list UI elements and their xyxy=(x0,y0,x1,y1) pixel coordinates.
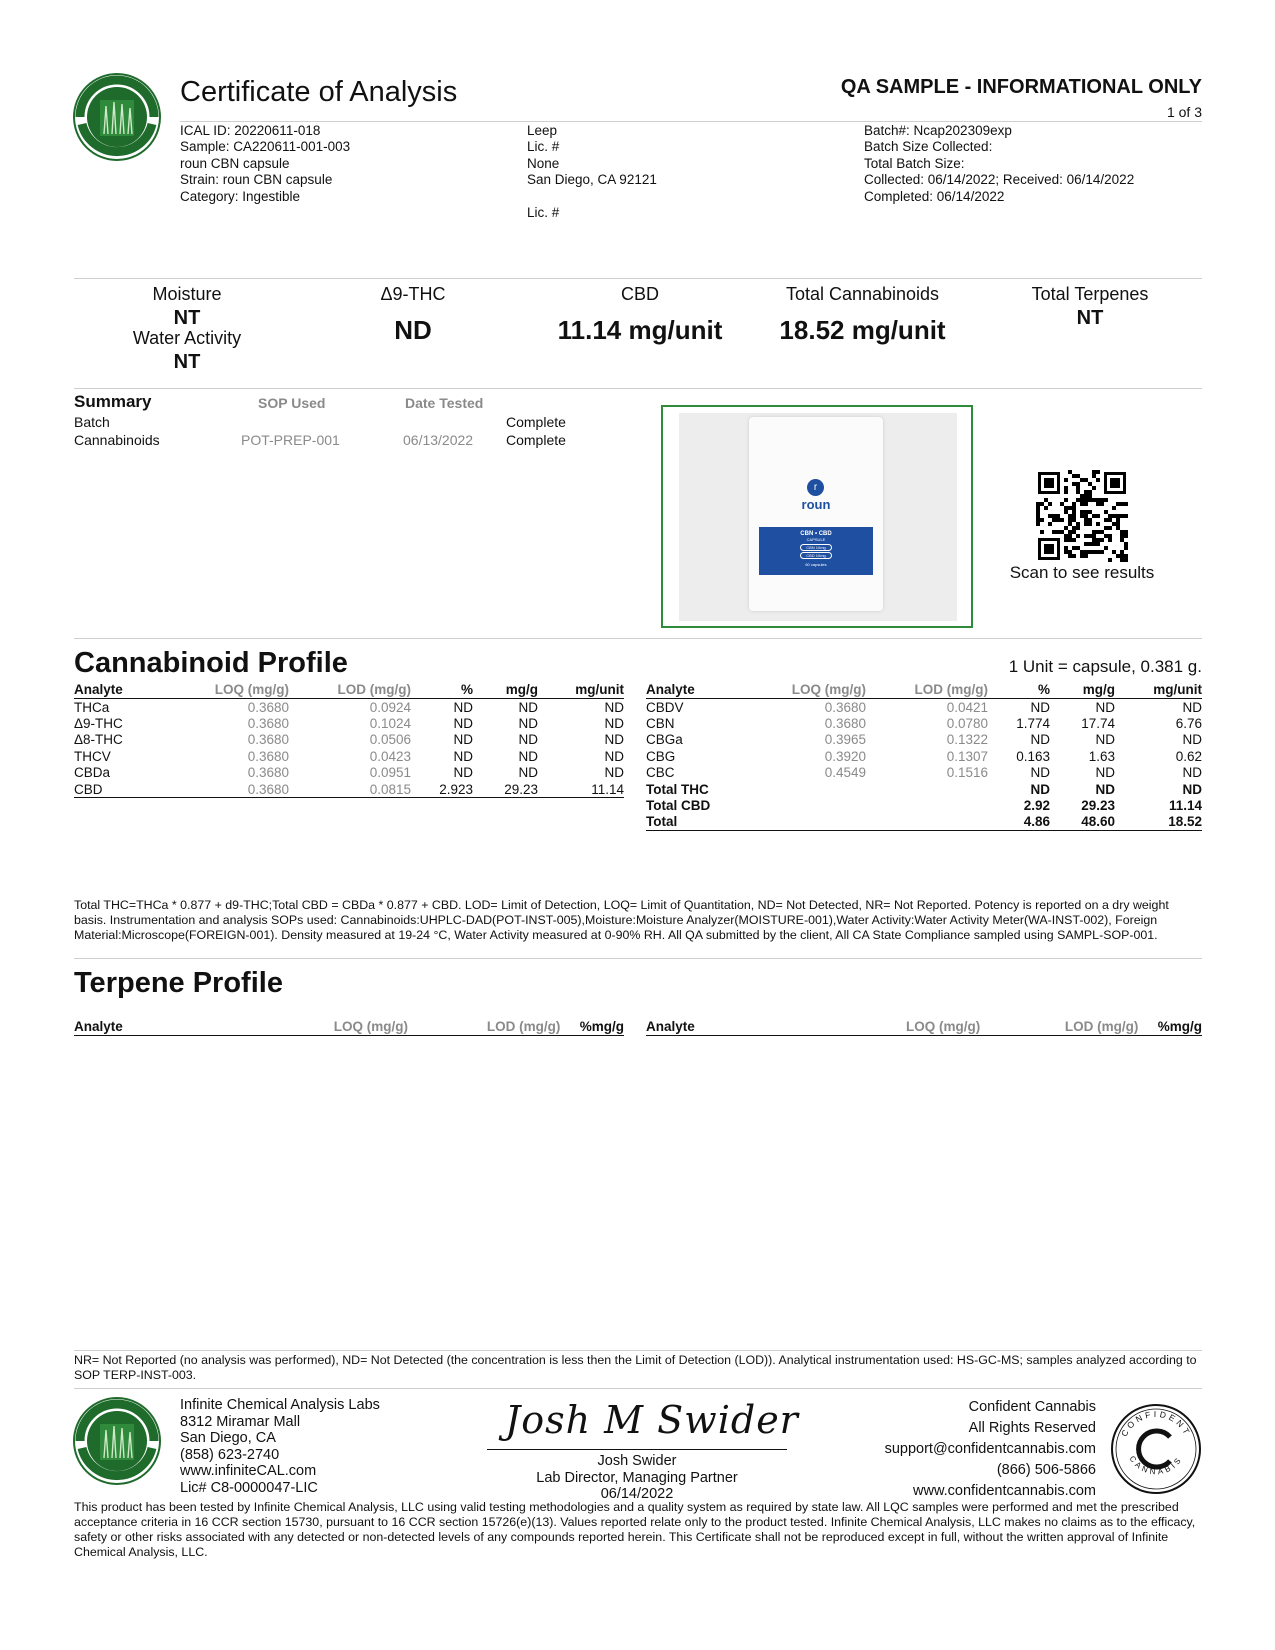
cc-seal-top-text: CONFIDENT xyxy=(1118,1408,1194,1439)
cc-seal-bottom-text: CANNABIS xyxy=(1127,1454,1185,1477)
terpene-right-header-3: % xyxy=(1138,1018,1169,1036)
category: Category: Ingestible xyxy=(180,188,301,204)
lab-contact xyxy=(180,1397,380,1496)
metrics-top-divider xyxy=(74,278,1202,279)
cannabinoid-right-cell: 0.1516 xyxy=(946,765,988,781)
cannabinoid-right-cell: 0.3680 xyxy=(824,716,866,732)
summary-col-sop: SOP Used xyxy=(258,395,326,411)
summary-cannabinoids-name: Cannabinoids xyxy=(74,432,160,448)
cannabinoid-left-row xyxy=(74,699,624,716)
metric-total-terpenes xyxy=(1005,284,1175,330)
total-terpenes-label: Total Terpenes xyxy=(1031,284,1149,304)
cannabinoid-total-cell: 18.52 xyxy=(1115,814,1202,831)
cannabinoid-left-cell: 0.0951 xyxy=(369,765,411,781)
lab-city: San Diego, CA xyxy=(180,1430,276,1446)
product-photo xyxy=(679,413,957,621)
cannabinoid-left-cell: THCV xyxy=(74,748,111,764)
cannabinoid-right-cell: ND xyxy=(1182,732,1202,748)
batch-number: Batch#: Ncap202309exp xyxy=(864,123,1012,138)
cannabinoid-left-cell: 0.3680 xyxy=(247,765,289,781)
moisture-label: Moisture xyxy=(152,284,222,304)
cannabinoid-total-cell xyxy=(866,797,988,813)
cannabinoid-total-cell xyxy=(746,814,866,831)
sample-info xyxy=(180,123,350,205)
cannabinoid-right-cell: 17.74 xyxy=(1081,716,1115,732)
cannabinoid-left-cell: ND xyxy=(453,716,473,732)
cannabinoid-total-row xyxy=(646,781,1202,797)
cannabinoid-left-cell: ND xyxy=(604,765,624,781)
lab-logo-footer xyxy=(72,1396,162,1486)
cannabinoid-right-cell: 0.1322 xyxy=(946,732,988,748)
lab-logo xyxy=(72,72,162,162)
terpene-right-header-2: LOD (mg/g) xyxy=(980,1018,1138,1036)
page-number: 1 of 3 xyxy=(1166,104,1202,120)
cannabinoid-left-row xyxy=(74,765,624,781)
cannabinoid-footnote: Total THC=THCa * 0.877 + d9-THC;Total CBD = CBDa * 0.877 + CBD. LOD= Limit of Detection, LOQ= Limit of Quantitation, ND= Not Detected, NR= Not Reported. Potency is reported on a dry weight basis. Instrumentation and analysis SOPs used: Cannabinoids:UHPLC-DAD(POT-INST-005),Moisture:Moisture Analyzer(MOISTURE-001),Water Activity:Water Activity Meter(WA-INST-002), Foreign Material:Microscope(FOREIGN-001). Density measured at 19-24 °C, Water Activity measured at 0-90% RH. All QA submitted by the client, All CA State Compliance sampled using SAMPL-SOP-001. xyxy=(74,898,1169,942)
cannabinoid-right-cell: 0.3680 xyxy=(824,699,866,715)
cannabinoid-left-header-5: mg/unit xyxy=(538,681,624,699)
cannabinoid-right-cell: 1.63 xyxy=(1088,748,1115,764)
total-cannabinoids-value: 18.52 mg/unit xyxy=(779,315,946,345)
cannabinoid-left-row xyxy=(74,781,624,798)
terpene-left-header-3: % xyxy=(560,1018,591,1036)
d9thc-label: Δ9-THC xyxy=(380,284,446,304)
cannabinoid-total-cell xyxy=(746,797,866,813)
cannabinoid-left-cell: 0.3680 xyxy=(247,716,289,732)
cc-phone: (866) 506-5866 xyxy=(996,1462,1096,1478)
cannabinoid-left-cell: ND xyxy=(518,732,538,748)
cannabinoid-left-cell: 0.3680 xyxy=(247,699,289,715)
cannabinoid-right-cell: ND xyxy=(1030,699,1050,715)
cannabinoid-left-cell: Δ9-THC xyxy=(74,716,123,732)
cannabinoid-left-header-4: mg/g xyxy=(473,681,538,699)
signer-title: Lab Director, Managing Partner xyxy=(536,1469,738,1486)
summary-batch-status: Complete xyxy=(506,414,566,430)
client-name: Leep xyxy=(527,123,558,138)
cannabinoid-right-row xyxy=(646,765,1202,781)
cannabinoid-right-cell: 0.4549 xyxy=(824,765,866,781)
signer-name: Josh Swider xyxy=(597,1453,677,1469)
cannabinoid-right-cell: 0.62 xyxy=(1175,748,1202,764)
metric-moisture xyxy=(107,284,267,374)
confident-cannabis-seal xyxy=(1110,1403,1202,1495)
cannabinoid-left-cell: THCa xyxy=(74,699,110,715)
lab-phone: (858) 623-2740 xyxy=(180,1446,280,1463)
terpene-top-divider xyxy=(74,958,1202,959)
cannabinoid-total-cell: Total THC xyxy=(646,781,709,797)
summary-cannabinoids-status: Complete xyxy=(506,432,566,448)
client-lic-value: None xyxy=(527,155,560,171)
cannabinoid-right-header-3: % xyxy=(988,681,1050,699)
cannabinoid-right-cell: 0.163 xyxy=(1016,748,1050,764)
batch-info xyxy=(864,123,1134,205)
cannabinoid-right-header-2: LOD (mg/g) xyxy=(866,681,988,699)
terpene-bottom-divider xyxy=(74,1350,1202,1351)
terpene-left-header-4: mg/g xyxy=(591,1019,624,1034)
cannabinoid-left-cell: ND xyxy=(518,748,538,764)
client-info xyxy=(527,123,657,221)
summary-col-date: Date Tested xyxy=(405,395,484,411)
cannabinoid-left-cell: 0.0423 xyxy=(369,748,411,764)
cannabinoid-left-cell: 29.23 xyxy=(473,781,538,798)
cannabinoid-left-cell: 2.923 xyxy=(411,781,473,798)
cannabinoid-top-divider xyxy=(74,638,1202,639)
cannabinoid-right-row xyxy=(646,699,1202,716)
cannabinoid-total-cell: Total CBD xyxy=(646,798,711,814)
cannabinoid-total-cell: Total xyxy=(646,814,746,831)
signer-block xyxy=(487,1453,787,1503)
batch-size-collected: Batch Size Collected: xyxy=(864,139,993,155)
ical-id: ICAL ID: 20220611-018 xyxy=(180,123,321,138)
cannabinoid-right-cell: CBC xyxy=(646,765,675,781)
water-activity-value: NT xyxy=(173,351,201,373)
cannabinoid-total-cell xyxy=(866,814,988,831)
cannabinoid-left-cell: 0.0506 xyxy=(369,732,411,748)
client-lic-label: Lic. # xyxy=(527,139,560,155)
cannabinoid-right-header-0: Analyte xyxy=(646,681,746,699)
cannabinoid-total-cell: 4.86 xyxy=(988,814,1050,831)
cannabinoid-right-header-5: mg/unit xyxy=(1115,681,1202,699)
cannabinoid-left-cell: 0.1024 xyxy=(369,716,411,732)
total-batch-size: Total Batch Size: xyxy=(864,155,965,171)
cannabinoid-left-cell: 0.0924 xyxy=(369,699,411,715)
terpene-table-right xyxy=(646,1018,1202,1036)
lab-license: Lic# C8-0000047-LIC xyxy=(180,1479,318,1496)
total-cannabinoids-label: Total Cannabinoids xyxy=(785,284,940,304)
cannabinoid-right-cell: 6.76 xyxy=(1175,716,1202,732)
cannabinoid-total-cell xyxy=(866,781,988,797)
document-title: Certificate of Analysis xyxy=(180,76,458,108)
client-blank xyxy=(527,189,657,205)
cannabinoid-total-row xyxy=(646,797,1202,813)
cannabinoid-left-cell: ND xyxy=(453,699,473,715)
cannabinoid-right-cell: ND xyxy=(1182,765,1202,781)
cannabinoid-right-cell: 0.3965 xyxy=(824,732,866,748)
product-photo-frame xyxy=(661,405,973,628)
cannabinoid-left-cell: 0.3680 xyxy=(247,732,289,748)
cannabinoid-left-cell: ND xyxy=(453,765,473,781)
product-label-title: CBN • CBD xyxy=(800,531,832,537)
cannabinoid-total-cell: 29.23 xyxy=(1081,798,1115,814)
cannabinoid-right-row xyxy=(646,748,1202,764)
strain: Strain: roun CBN capsule xyxy=(180,172,333,188)
cannabinoid-right-cell: CBDV xyxy=(646,699,684,715)
cannabinoid-total-cell: 48.60 xyxy=(1050,814,1115,831)
cannabinoid-table-left xyxy=(74,681,624,798)
cannabinoid-right-cell: ND xyxy=(1182,699,1202,715)
product-label xyxy=(759,527,873,575)
cannabinoid-right-cell: ND xyxy=(1030,732,1050,748)
summary-cannabinoids-sop: POT-PREP-001 xyxy=(241,432,340,448)
cannabinoid-total-cell: ND xyxy=(1182,781,1202,797)
completed-date: Completed: 06/14/2022 xyxy=(864,188,1005,204)
cannabinoid-total-cell: ND xyxy=(1095,781,1115,797)
signature: Josh M Swider xyxy=(505,1398,799,1442)
cannabinoid-left-cell: 0.3680 xyxy=(169,781,289,798)
cannabinoid-total-row xyxy=(646,814,1202,831)
cannabinoid-right-header-4: mg/g xyxy=(1050,681,1115,699)
sample-id: Sample: CA220611-001-003 xyxy=(180,139,351,155)
moisture-value: NT xyxy=(173,307,201,329)
cc-name: Confident Cannabis xyxy=(968,1399,1096,1415)
cannabinoid-right-header-1: LOQ (mg/g) xyxy=(746,681,866,699)
cannabinoid-right-row xyxy=(646,732,1202,748)
cannabinoid-total-cell xyxy=(746,781,866,797)
terpene-left-header-1: LOQ (mg/g) xyxy=(179,1018,408,1036)
cannabinoid-left-row xyxy=(74,748,624,764)
lab-street: 8312 Miramar Mall xyxy=(180,1413,301,1430)
cannabinoid-total-cell: 11.14 xyxy=(1168,798,1202,814)
cannabinoid-right-cell: 1.774 xyxy=(1016,716,1050,732)
terpene-left-header-2: LOD (mg/g) xyxy=(408,1018,560,1036)
cannabinoid-left-cell: ND xyxy=(604,699,624,715)
product-label-sub: CAPSULE xyxy=(806,537,826,542)
cannabinoid-right-cell: CBGa xyxy=(646,732,683,748)
cannabinoid-left-cell: 0.0815 xyxy=(289,781,411,798)
cannabinoid-left-cell: ND xyxy=(604,732,624,748)
cc-website[interactable]: www.confidentcannabis.com xyxy=(913,1483,1096,1499)
roun-logo-icon: r xyxy=(807,479,824,496)
cc-contact xyxy=(885,1397,1096,1502)
terpene-right-header-1: LOQ (mg/g) xyxy=(751,1018,980,1036)
cannabinoid-right-cell: ND xyxy=(1095,765,1115,781)
terpene-footnote: NR= Not Reported (no analysis was performed), ND= Not Detected (the concentration is less then the Limit of Detection (LOD)). Analytical instrumentation used: HS-GC-MS; samples analyzed according to SOP TERP-INST-003. xyxy=(74,1353,1197,1382)
cannabinoid-left-cell: ND xyxy=(604,748,624,764)
cannabinoid-total-cell: 2.92 xyxy=(1023,798,1050,814)
cannabinoid-right-cell: CBG xyxy=(646,748,676,764)
sample-name: roun CBN capsule xyxy=(180,155,290,171)
summary-batch-name: Batch xyxy=(74,414,110,430)
cannabinoid-left-header-1: LOQ (mg/g) xyxy=(169,681,289,699)
terpene-right-header-4: mg/g xyxy=(1169,1019,1202,1034)
client-lic-2: Lic. # xyxy=(527,205,560,221)
cannabinoid-left-cell: ND xyxy=(518,765,538,781)
metrics-bottom-divider xyxy=(74,388,1202,389)
cbd-label: CBD xyxy=(620,284,659,304)
cbd-value: 11.14 mg/unit xyxy=(557,315,723,345)
header-divider xyxy=(180,121,1202,122)
cannabinoid-left-cell: ND xyxy=(604,716,624,732)
terpene-profile-title: Terpene Profile xyxy=(74,967,283,999)
signer-date: 06/14/2022 xyxy=(600,1486,674,1502)
cannabinoid-left-cell: 11.14 xyxy=(538,781,624,798)
unit-note: 1 Unit = capsule, 0.381 g. xyxy=(1008,657,1202,676)
cannabinoid-left-cell: ND xyxy=(453,748,473,764)
cannabinoid-right-cell: ND xyxy=(1095,732,1115,748)
product-count: 60 capsules xyxy=(805,562,827,567)
summary-cannabinoids-date: 06/13/2022 xyxy=(403,432,474,448)
lab-website[interactable]: www.infiniteCAL.com xyxy=(180,1463,317,1479)
terpene-table-left xyxy=(74,1018,624,1036)
terpene-right-header-0: Analyte xyxy=(646,1018,751,1036)
d9thc-value: ND xyxy=(394,315,432,345)
signature-line xyxy=(487,1449,787,1450)
client-address: San Diego, CA 92121 xyxy=(527,172,657,188)
cannabinoid-right-cell: ND xyxy=(1030,765,1050,781)
footer-top-divider xyxy=(74,1388,1202,1389)
metric-total-cannabinoids xyxy=(760,284,965,346)
collected-received: Collected: 06/14/2022; Received: 06/14/2022 xyxy=(864,172,1135,188)
summary-row-batch xyxy=(74,414,110,430)
summary-title: Summary xyxy=(74,392,152,411)
cannabinoid-right-cell: 0.1307 xyxy=(946,748,988,764)
cannabinoid-right-cell: ND xyxy=(1095,699,1115,715)
cannabinoid-left-header-2: LOD (mg/g) xyxy=(289,681,411,699)
cannabinoid-profile-title: Cannabinoid Profile xyxy=(74,647,348,679)
cannabinoid-left-cell: ND xyxy=(518,716,538,732)
cannabinoid-right-cell: 0.0421 xyxy=(946,699,988,715)
metric-d9thc xyxy=(333,284,493,346)
cannabinoid-left-row xyxy=(74,715,624,731)
total-terpenes-value: NT xyxy=(1076,307,1104,329)
cannabinoid-left-cell: Δ8-THC xyxy=(74,732,123,748)
terpene-left-header-0: Analyte xyxy=(74,1018,179,1036)
qr-caption: Scan to see results xyxy=(1009,563,1155,582)
cannabinoid-left-cell: ND xyxy=(518,699,538,715)
cc-rights: All Rights Reserved xyxy=(968,1420,1096,1436)
cannabinoid-right-cell: 0.0780 xyxy=(946,716,988,732)
cannabinoid-left-header-3: % xyxy=(411,681,473,699)
cannabinoid-left-cell: 0.3680 xyxy=(247,748,289,764)
product-pill-2: CBD 10mg xyxy=(800,552,832,559)
cannabinoid-left-cell: ND xyxy=(453,732,473,748)
cannabinoid-right-cell: CBN xyxy=(646,716,675,732)
water-activity-label: Water Activity xyxy=(132,328,242,348)
qa-notice: QA SAMPLE - INFORMATIONAL ONLY xyxy=(840,76,1202,98)
cannabinoid-left-cell: CBDa xyxy=(74,765,111,781)
product-pouch xyxy=(749,417,883,611)
cc-email[interactable]: support@confidentcannabis.com xyxy=(884,1441,1096,1457)
cannabinoid-left-cell: CBD xyxy=(74,781,169,798)
cannabinoid-left-row xyxy=(74,732,624,748)
product-brand: roun xyxy=(801,497,831,512)
cannabinoid-left-header-0: Analyte xyxy=(74,681,169,699)
cannabinoid-table-right xyxy=(646,681,1202,831)
cannabinoid-right-cell: 0.3920 xyxy=(824,748,866,764)
qr-code[interactable] xyxy=(1036,470,1128,562)
cannabinoid-right-row xyxy=(646,715,1202,731)
metric-cbd xyxy=(540,284,740,346)
cannabinoid-total-cell: ND xyxy=(1030,781,1050,797)
product-pill-1: CBN 10mg xyxy=(800,544,832,551)
legal-disclaimer: This product has been tested by Infinite Chemical Analysis, LLC using valid testing methodologies and a quality system as required by state law. All LQC samples were performed and met the prescribed acceptance criteria in 16 CCR section 15730, pursuant to 16 CCR section 15726(e)(13). Values reported relate only to the product tested. Infinite Chemical Analysis, LLC makes no claims as to the efficacy, safety or other risks associated with any detected or non-detected levels of any compounds reported herein. This Certificate shall not be reproduced except in full, without the written approval of Infinite Chemical Analysis, LLC. xyxy=(74,1500,1196,1559)
lab-name: Infinite Chemical Analysis Labs xyxy=(180,1397,380,1413)
